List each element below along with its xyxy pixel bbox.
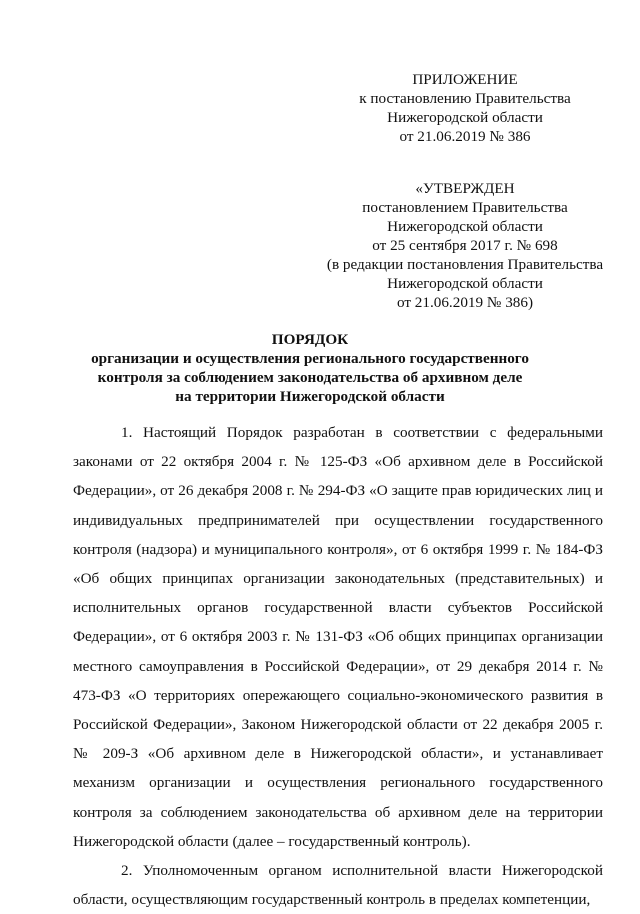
approved-line: Нижегородской области — [387, 275, 543, 292]
document-body — [73, 418, 603, 914]
approved-line: (в редакции постановления Правительства — [326, 256, 604, 273]
appendix-line: ПРИЛОЖЕНИЕ — [412, 71, 518, 88]
approved-line: постановлением Правительства — [362, 199, 568, 216]
title-line: контроля за соблюдением законодательства об архивном деле — [97, 369, 523, 386]
document-title — [80, 330, 540, 406]
appendix-line: Нижегородской области — [387, 109, 543, 126]
title-line: на территории Нижегородской области — [175, 388, 445, 405]
appendix-block — [300, 70, 630, 146]
approved-line: от 25 сентября 2017 г. № 698 — [372, 237, 558, 254]
paragraph-1: 1. Настоящий Порядок разработан в соответствии с федеральными законами от 22 октября 2004 г. № 125-ФЗ «Об архивном деле в Российской Федерации», от 26 декабря 2008 г. № 294-ФЗ «О защите прав юридических лиц и индивидуальных предпринимателей при осуществлении государственного контроля (надзора) и муниципального контроля», от 6 октября 1999 г. № 184-ФЗ «Об общих принципах организации законодательных (представительных) и исполнительных органов государственной власти субъектов Российской Федерации», от 6 октября 2003 г. № 131-ФЗ «Об общих принципах организации местного самоуправления в Российской Федерации», от 29 декабря 2014 г. № 473-ФЗ «О территориях опережающего социально-экономического развития в Российской Федерации», Законом Нижегородской области от 22 декабря 2005 г. № 209-З «Об архивном деле в Нижегородской области», и устанавливает механизм организации и осуществления регионального государственного контроля за соблюдением законодательства об архивном деле на территории Нижегородской области (далее – государственный контроль). — [73, 424, 603, 850]
approved-line: «УТВЕРЖДЕН — [415, 180, 515, 197]
appendix-line: к постановлению Правительства — [359, 90, 571, 107]
title-heading: ПОРЯДОК — [271, 331, 349, 348]
appendix-line: от 21.06.2019 № 386 — [399, 128, 531, 145]
title-line: организации и осуществления регионального государственного — [91, 350, 529, 367]
approved-line: Нижегородской области — [387, 218, 543, 235]
approved-block — [300, 179, 630, 312]
approved-line: от 21.06.2019 № 386) — [396, 294, 534, 311]
paragraph-2: 2. Уполномоченным органом исполнительной власти Нижегородской области, осуществляющим государственный контроль в пределах компетенции, — [73, 862, 603, 909]
